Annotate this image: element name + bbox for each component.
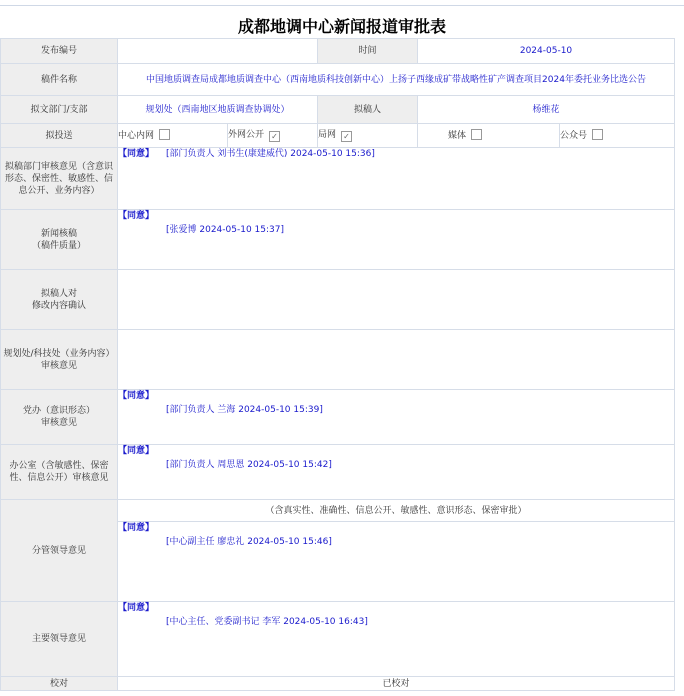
row-channels bbox=[1, 124, 675, 148]
channel-intranet-label: 中心内网 bbox=[118, 131, 155, 141]
proofread-label: 校对 bbox=[1, 677, 118, 691]
row-manuscript bbox=[1, 64, 675, 96]
leader-review-status: 【同意】 bbox=[118, 523, 155, 533]
main-leader-review-label: 主要领导意见 bbox=[1, 602, 118, 677]
row-news-review bbox=[1, 210, 675, 270]
row-note bbox=[1, 500, 675, 522]
drafter-confirm-label-1: 拟稿人对 bbox=[40, 288, 77, 299]
doc-no-label: 发布编号 bbox=[1, 39, 118, 64]
planning-review-opinion bbox=[118, 330, 675, 390]
channel-intranet-checkbox[interactable] bbox=[159, 129, 170, 140]
dept-value: 规划处（西南地区地质调查协调处） bbox=[118, 96, 318, 124]
channel-media-checkbox[interactable] bbox=[471, 129, 482, 140]
planning-review-label-2: 审核意见 bbox=[40, 360, 77, 371]
top-divider bbox=[0, 5, 684, 6]
drafter-value: 杨维花 bbox=[418, 96, 675, 124]
planning-review-label-1: 规划处/科技处（业务内容） bbox=[3, 348, 115, 359]
channel-media-label: 媒体 bbox=[448, 131, 467, 141]
row-dept-review bbox=[1, 148, 675, 210]
time-value: 2024-05-10 bbox=[418, 39, 675, 64]
party-review-label bbox=[1, 390, 118, 445]
dept-review-label: 拟稿部门审核意见（含意识形态、保密性、敏感性、信息公开、业务内容） bbox=[1, 148, 118, 210]
dept-review-opinion bbox=[118, 148, 675, 210]
drafter-confirm-label bbox=[1, 270, 118, 330]
channel-intranet bbox=[118, 124, 228, 148]
row-proofread bbox=[1, 677, 675, 691]
approval-form bbox=[0, 38, 675, 691]
leader-review-opinion bbox=[118, 522, 675, 602]
office-review-sign: [部门负责人 周思恩 2024-05-10 15:42] bbox=[166, 460, 332, 470]
leader-review-sign: [中心副主任 廖忠礼 2024-05-10 15:46] bbox=[166, 537, 332, 547]
news-review-status: 【同意】 bbox=[118, 211, 155, 221]
dept-review-status: 【同意】 bbox=[118, 149, 155, 159]
page-title: 成都地调中心新闻报道审批表 bbox=[237, 17, 446, 36]
row-party-review bbox=[1, 390, 675, 445]
drafter-confirm-label-2: 修改内容确认 bbox=[31, 300, 86, 311]
row-main-leader-review bbox=[1, 602, 675, 677]
doc-no-value bbox=[118, 39, 318, 64]
leader-review-label: 分管领导意见 bbox=[1, 500, 118, 602]
time-label: 时间 bbox=[318, 39, 418, 64]
review-note: （含真实性、准确性、信息公开、敏感性、意识形态、保密审批） bbox=[118, 500, 675, 522]
drafter-confirm-opinion bbox=[118, 270, 675, 330]
dept-label: 拟文部门/支部 bbox=[1, 96, 118, 124]
channel-bureau-checkbox[interactable]: ✓ bbox=[341, 131, 352, 142]
party-review-opinion bbox=[118, 390, 675, 445]
main-leader-review-status: 【同意】 bbox=[118, 603, 155, 613]
news-review-opinion bbox=[118, 210, 675, 270]
channel-wechat bbox=[560, 124, 675, 148]
row-office-review bbox=[1, 445, 675, 500]
row-dept bbox=[1, 96, 675, 124]
party-review-status: 【同意】 bbox=[118, 391, 155, 401]
main-leader-review-sign: [中心主任、党委副书记 李军 2024-05-10 16:43] bbox=[166, 617, 368, 627]
office-review-opinion bbox=[118, 445, 675, 500]
drafter-label: 拟稿人 bbox=[318, 96, 418, 124]
news-review-label-1: 新闻核稿 bbox=[40, 228, 77, 239]
office-review-label: 办公室（含敏感性、保密性、信息公开）审核意见 bbox=[1, 445, 118, 500]
manuscript-value: 中国地质调查局成都地质调查中心（西南地质科技创新中心）上扬子西缘成矿带战略性矿产调查项目2024年委托业务比选公告 bbox=[118, 64, 675, 96]
channel-public-checkbox[interactable]: ✓ bbox=[269, 131, 280, 142]
news-review-label bbox=[1, 210, 118, 270]
party-review-label-1: 党办（意识形态） bbox=[22, 406, 95, 416]
party-review-sign: [部门负责人 兰海 2024-05-10 15:39] bbox=[166, 405, 323, 415]
channel-media bbox=[418, 124, 560, 148]
proofread-value: 已校对 bbox=[118, 677, 675, 691]
row-planning-review bbox=[1, 330, 675, 390]
row-doc-no bbox=[1, 39, 675, 64]
main-leader-review-opinion bbox=[118, 602, 675, 677]
news-review-label-2: （稿件质量） bbox=[31, 240, 86, 251]
office-review-status: 【同意】 bbox=[118, 446, 155, 456]
planning-review-label bbox=[1, 330, 118, 390]
dept-review-sign: [部门负责人 刘书生(康建威代) 2024-05-10 15:36] bbox=[166, 149, 375, 159]
channel-wechat-checkbox[interactable] bbox=[592, 129, 603, 140]
party-review-label-2: 审核意见 bbox=[40, 418, 77, 428]
row-drafter-confirm bbox=[1, 270, 675, 330]
channel-bureau-label: 局网 bbox=[318, 130, 337, 140]
channel-public bbox=[228, 124, 318, 148]
channels-label: 拟投送 bbox=[1, 124, 118, 148]
channel-wechat-label: 公众号 bbox=[560, 131, 588, 141]
channel-public-label: 外网公开 bbox=[228, 130, 265, 140]
channel-bureau bbox=[318, 124, 418, 148]
manuscript-label: 稿件名称 bbox=[1, 64, 118, 96]
news-review-sign: [张爱博 2024-05-10 15:37] bbox=[166, 225, 284, 235]
